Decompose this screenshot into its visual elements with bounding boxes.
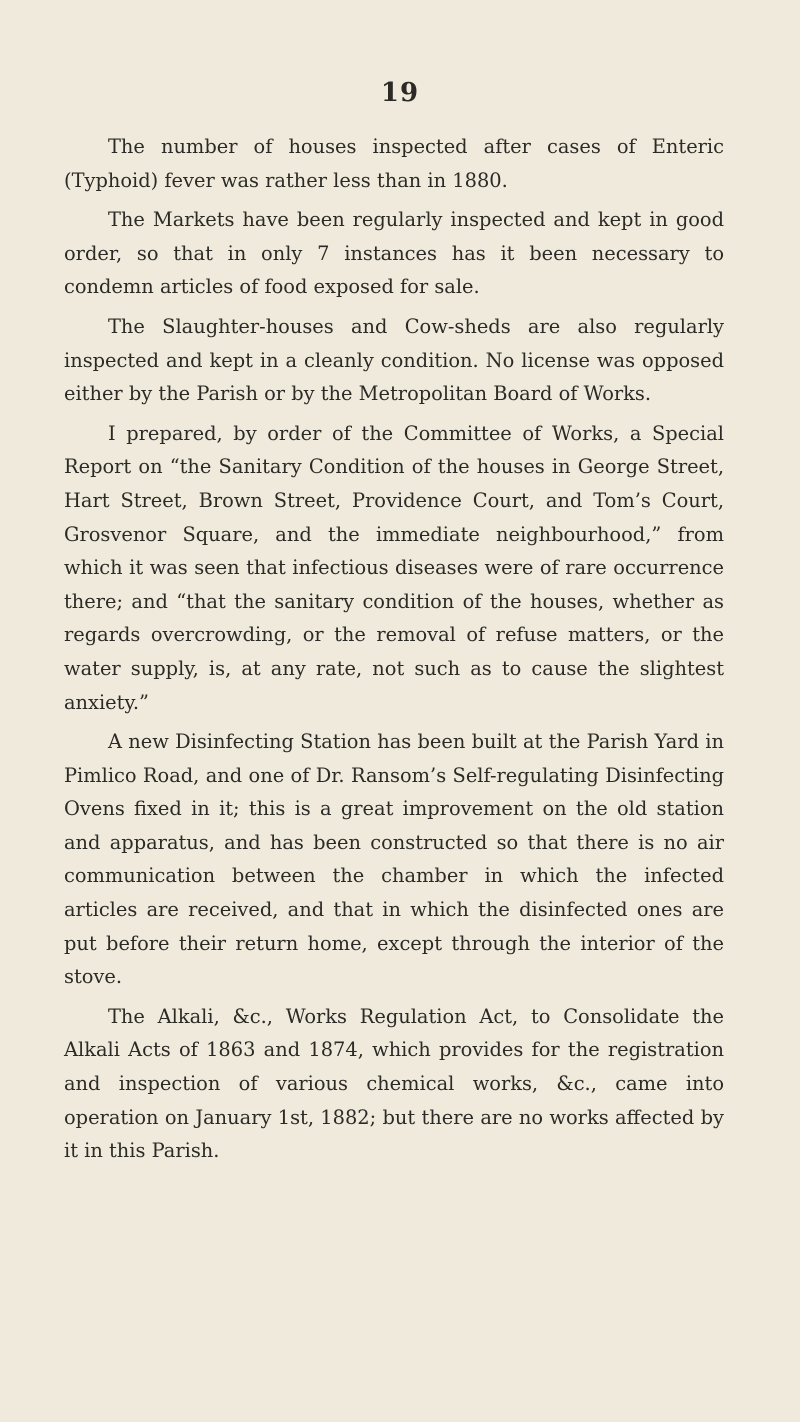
paragraph-slaughter-houses: The Slaughter-houses and Cow-sheds are also regularly inspected and kept in a cleanly condition. No license was opposed either by the Parish or by the Metropolitan Board of Works.	[64, 314, 724, 406]
paragraph-disinfecting-station: A new Disinfecting Station has been built at the Parish Yard in Pimlico Road, and one of Dr. Ransom’s Self-regulating Disinfecting Ovens fixed in it; this is a great improvement on the old station and apparatus, and has been constructed so that there is no air communication between the chamber in which the infected articles are received, and that in which the disinfected ones are put before their return home, except through the interior of the stove.	[64, 730, 724, 989]
page-number: 19	[380, 78, 420, 108]
body-text	[64, 130, 724, 1174]
paragraph-alkali-act: The Alkali, &c., Works Regulation Act, to Consolidate the Alkali Acts of 1863 and 1874, which provides for the registration and inspection of various chemical works, &c., came into operation on January 1st, 1882; but there are no works affected by it in this Parish.	[64, 1004, 724, 1163]
paragraph-markets: The Markets have been regularly inspected and kept in good order, so that in only 7 instances has it been necessary to condemn articles of food exposed for sale.	[64, 208, 724, 299]
paragraph-enteric-fever: The number of houses inspected after cases of Enteric (Typhoid) fever was rather less than in 1880.	[64, 135, 724, 192]
paragraph-special-report: I prepared, by order of the Committee of Works, a Special Report on “the Sanitary Condition of the houses in George Street, Hart Street, Brown Street, Providence Court, and Tom’s Court, Grosvenor Square, and the immediate neighbourhood,” from which it was seen that infectious diseases were of rare occurrence there; and “that the sanitary condition of the houses, whether as regards overcrowding, or the removal of refuse matters, or the water supply, is, at any rate, not such as to cause the slightest anxiety.”	[64, 421, 724, 714]
